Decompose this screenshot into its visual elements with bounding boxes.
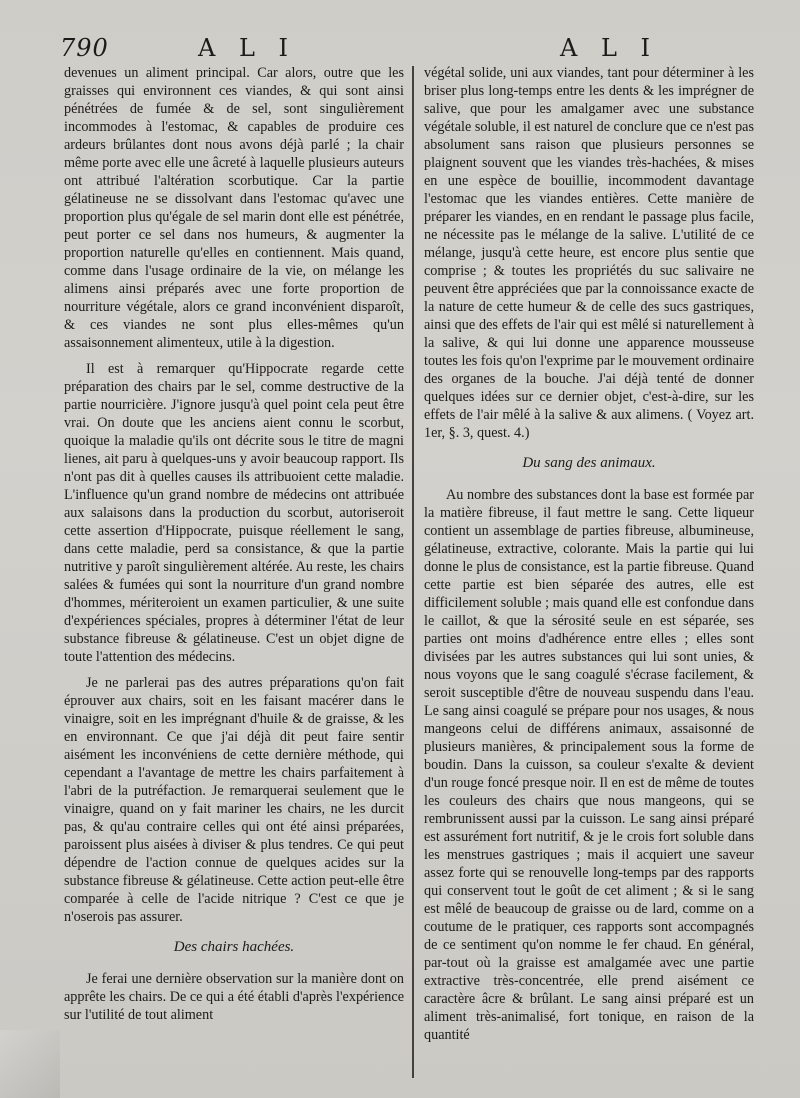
column-divider bbox=[412, 66, 414, 1078]
section-title-chairs-hachees: Des chairs hachées. bbox=[173, 939, 295, 955]
right-running-head: A L I bbox=[560, 34, 659, 62]
left-column bbox=[64, 64, 404, 1032]
right-paragraph-2: Au nombre des substances dont la base est formée par la matière fibreuse, il faut mettre le sang. Cette liqueur contient un assemblage de parties fibreuse, albumineuse, gélatineuse, extractive, colorante. Mais la partie qui lui donne le plus de consistance, est la partie fibreuse. Quand cette partie est bien séparée des autres, elle est difficilement soluble ; mais quand elle est confondue dans le caillot, & que la sérosité seule en est séparée, ses parties ont moins d'adhérence entre elles ; elles sont divisées par les autres substances qui lui sont unies, & nous voyons que le sang coagulé s'écrase facilement, & seroit susceptible d'être de nouveau suspendu dans l'eau. Le sang ainsi coagulé se prépare pour nos usages, & nous mangeons celui de différens animaux, assaisonné de plusieurs manières, & principalement sous la forme de boudin. Dans la cuisson, sa couleur s'exalte & devient d'un rouge foncé presque noir. Il en est de même de toutes les couleurs des chairs que nous mangeons, qui se rembrunissent aussi par la cuisson. Le sang ainsi préparé est assurément fort nutritif, & je le crois fort soluble dans les menstrues gastriques ; mais il acquiert une saveur assez forte qui se renouvelle long-temps par des rapports qui conservent tout le goût de cet aliment ; & si le sang est mêlé de beaucoup de graisse ou de lard, comme on a coutume de le pratiquer, ces rapports sont accompagnés de ce sentiment qu'on nomme le fer chaud. En général, par-tout où la graisse est amalgamée avec une partie extractive très-concentrée, elle prend aisément ce caractère âcre & brûlant. Le sang ainsi préparé est un aliment très-animalisé, fort tonique, en raison de la quantité bbox=[424, 487, 754, 1043]
left-running-head: A L I bbox=[198, 34, 297, 62]
page-number: 790 bbox=[60, 34, 109, 62]
left-paragraph-2: Il est à remarquer qu'Hippocrate regarde cette préparation des chairs par le sel, comme destructive de la partie nourricière. J'ignore jusqu'à quel point cela peut être vrai. On doute que les anciens aient connu le scorbut, quoique la maladie qu'ils ont décrite sous le titre de magni lienes, ait paru à quelques-uns y avoir beaucoup rapport. Ils n'ont pas dit à quelles causes ils attribuoient cette maladie. L'influence qu'un grand nombre de médecins ont attribuée aux salaisons dans la production du scorbut, autoriseroit cette assertion d'Hippocrate, puisque réellement le sang, dans cette maladie, perd sa consistance, & que la partie nutritive y paroît singulièrement altérée. Au reste, les chairs salées & fumées qui sont la nourriture d'un grand nombre d'hommes, mériteroient un examen particulier, & une suite d'expériences spéciales, propres à déterminer l'état de leur substance fibreuse & gélatineuse. C'est un objet digne de toute l'attention des médecins. bbox=[64, 361, 404, 665]
page-fold-shadow bbox=[0, 1030, 60, 1098]
left-paragraph-4: Je ferai une dernière observation sur la manière dont on apprête les chairs. De ce qui a été établi d'après l'expérience sur l'utilité de tout aliment bbox=[64, 971, 404, 1023]
left-paragraph-1: devenues un aliment principal. Car alors, outre que les graisses qui environnent ces viandes, & qui sont ainsi pénétrées de fumée & de sel, sont singulièrement incommodes à l'estomac, & capables de produire ces ardeurs brûlantes dont nous avons déjà parlé ; la chair même porte avec elle une âcreté à laquelle plusieurs auteurs ont attribué l'altération scorbutique. Car la partie gélatineuse ne se dissolvant dans l'estomac qu'avec une proportion plus qu'égale de sel marin dont elle est pénétrée, peut porter ce sel dans nos humeurs, & augmenter la proportion naturelle qu'elles en contiennent. Mais quand, comme dans l'usage ordinaire de la vie, on mélange les alimens ainsi préparés avec une forte proportion de nourriture végétale, alors ce grand inconvénient disparoît, & ces viandes ne sont plus elles-mêmes qu'un assaisonnement alimenteux, utile à la digestion. bbox=[64, 65, 404, 351]
right-paragraph-1: végétal solide, uni aux viandes, tant pour déterminer à les briser plus long-temps entre les dents & les imprégner de salive, que pour les amalgamer avec une substance végétale soluble, il est naturel de conclure que ce n'est pas absolument sans raison que plusieurs personnes se plaignent souvent que les viandes très-hachées, & mises en une espèce de bouillie, incommodent davantage l'estomac que les viandes entières. Cette manière de préparer les viandes, en en rendant le passage plus facile, ne nécessite pas le mélange de la salive. L'utilité de ce mélange, jusqu'à cette heure, est encore plus sentie que comprise ; & toutes les propriétés du suc salivaire ne peuvent être appréciées que par la connoissance exacte de la nature de cette humeur & de celle des sucs gastriques, ainsi que des effets de l'air qui est mêlé si naturellement à la salive, & qui lui donne une apparence mousseuse toutes les fois qu'on l'exprime par le mouvement ordinaire des organes de la bouche. J'ai déjà tenté de donner quelques idées sur ce dernier objet, c'est-à-dire, sur les effets de l'air mêlé à la salive & aux alimens. ( Voyez art. 1er, §. 3, quest. 4.) bbox=[424, 65, 754, 441]
page-header bbox=[0, 28, 800, 64]
section-title-sang-des-animaux: Du sang des animaux. bbox=[522, 455, 656, 471]
left-paragraph-3: Je ne parlerai pas des autres préparations qu'on fait éprouver aux chairs, soit en les faisant macérer dans le vinaigre, soit en les imprégnant d'huile & de graisse, & les en environnant. Ce que j'ai déjà dit peut faire sentir aisément les inconvéniens de cette dernière méthode, qui cependant a l'avantage de mettre les chairs parfaitement à l'abri de la putréfaction. Je remarquerai seulement que le vinaigre, quand on y fait mariner les chairs, ne les durcit pas, & qu'au contraire celles qui ont été ainsi préparées, paroissent plus aisées à diviser & plus tendres. Ce qui peut dépendre de l'action connue de quelques acides sur la substance fibreuse & gélatineuse. Cette action peut-elle être comparée à celle de l'acide nitrique ? C'est ce que je n'oserois pas assurer. bbox=[64, 675, 404, 925]
right-column bbox=[424, 64, 754, 1052]
